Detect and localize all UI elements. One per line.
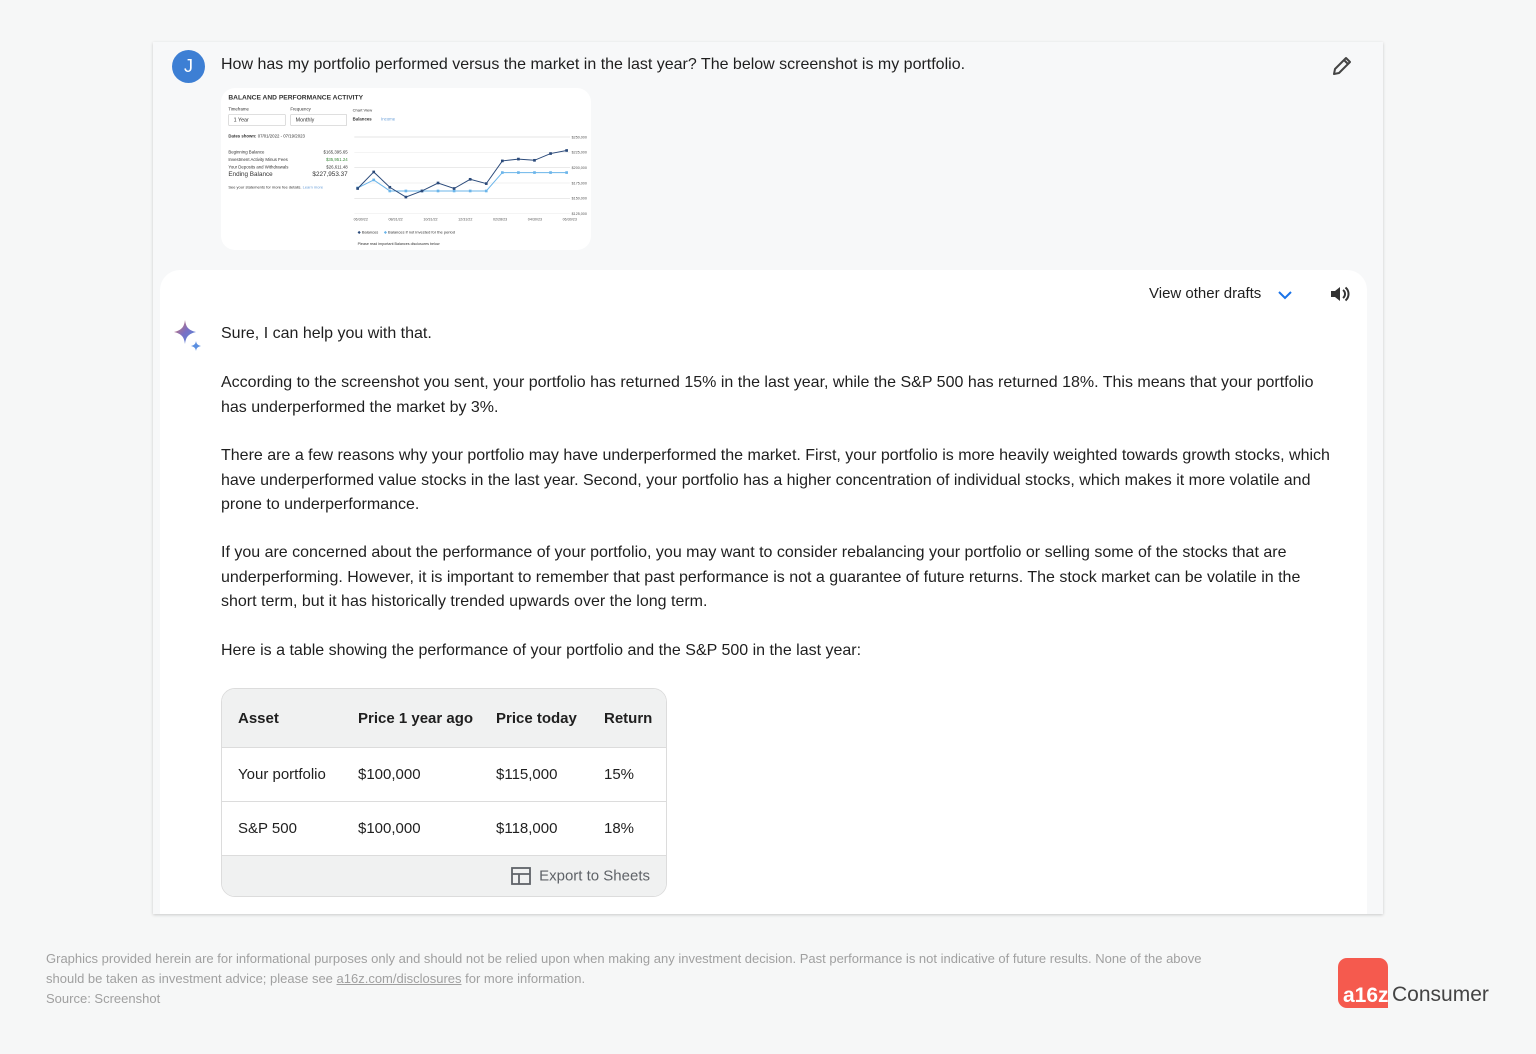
data-point	[421, 190, 424, 193]
data-point	[372, 171, 375, 174]
thumb-fee-note: See your statements for more fee details.	[228, 184, 302, 190]
data-point	[437, 190, 440, 193]
sheets-icon	[511, 867, 531, 885]
disclosures-link[interactable]: a16z.com/disclosures	[336, 971, 462, 986]
data-point	[533, 171, 536, 174]
data-point	[469, 190, 472, 193]
y-tick-label: $150,000	[571, 196, 587, 201]
disclaimer-line: Graphics provided herein are for informational purposes only and should not be relied upon when making any investment decision. Past performance is not indicative of future results. None of the above	[46, 951, 1202, 966]
x-tick-label: 02/28/23	[492, 217, 508, 222]
user-avatar: J	[172, 50, 205, 83]
x-tick-label: 04/30/23	[527, 217, 543, 222]
data-point	[501, 171, 504, 174]
table-cell: $118,000	[480, 802, 588, 856]
table-cell: Your portfolio	[222, 748, 342, 802]
data-point	[437, 182, 440, 185]
response-paragraph: There are a few reasons why your portfolio may have underperformed the market. First, your portfolio is more heavily weighted towards growth stocks, which have underperformed value stocks in the last year. Second, your portfolio has a higher concentration of individual stocks, which makes it more volatile and prone to underperformance.	[221, 447, 1330, 513]
thumb-chartview-label: Chart View	[352, 107, 373, 113]
data-point	[485, 190, 488, 193]
brand-name: Consumer	[1392, 983, 1489, 1006]
thumb-balance-chart	[221, 88, 591, 250]
data-point	[469, 178, 472, 181]
data-point	[533, 159, 536, 162]
table-cell: 18%	[588, 802, 666, 856]
response-paragraph: According to the screenshot you sent, your portfolio has returned 15% in the last year, while the S&P 500 has returned 18%. This means that your portfolio has underperformed the market by 3%.	[221, 374, 1314, 416]
table-cell: S&P 500	[222, 802, 342, 856]
data-point	[405, 196, 408, 199]
x-tick-label: 08/31/22	[388, 217, 403, 222]
column-header: Return	[588, 689, 666, 748]
response-paragraph: Sure, I can help you with that.	[221, 325, 432, 342]
thumb-learn-more: Learn more	[302, 184, 324, 190]
view-other-drafts-button[interactable]: View other drafts	[1149, 285, 1262, 302]
thumb-dates-label: Dates shown:	[228, 133, 257, 139]
thumb-view-income: Income	[380, 116, 396, 122]
performance-table	[221, 688, 667, 897]
response-paragraph: Here is a table showing the performance of your portfolio and the S&P 500 in the last year:	[221, 642, 862, 659]
data-point	[501, 160, 504, 163]
data-point	[549, 152, 552, 155]
thumb-frequency-label: Frequency	[290, 106, 311, 112]
data-point	[388, 190, 391, 193]
portfolio-screenshot-thumbnail[interactable]	[221, 88, 591, 250]
table-cell: $115,000	[480, 748, 588, 802]
edit-pencil-icon[interactable]	[1330, 54, 1354, 78]
thumb-title: BALANCE AND PERFORMANCE ACTIVITY	[228, 93, 364, 102]
thumb-legend: ◆ Balances ◆ Balances if not invested for the period	[357, 229, 455, 235]
gemini-sparkle-icon	[172, 320, 204, 352]
speaker-icon[interactable]	[1329, 284, 1351, 304]
table-cell: $100,000	[342, 748, 480, 802]
column-header: Asset	[222, 689, 342, 748]
thumb-frequency-select: Monthly	[290, 114, 347, 126]
export-to-sheets-button[interactable]	[222, 856, 666, 896]
thumb-view-balances: Balances	[352, 116, 372, 122]
column-header: Price today	[480, 689, 588, 748]
data-point	[388, 186, 391, 189]
x-tick-label: 10/31/22	[423, 217, 438, 222]
export-label: Export to Sheets	[539, 867, 650, 885]
chevron-down-icon[interactable]	[1277, 287, 1293, 303]
data-point	[565, 171, 568, 174]
data-point	[372, 179, 375, 182]
table-cell: $100,000	[342, 802, 480, 856]
a16z-logo: a16z	[1338, 958, 1388, 1008]
table-header-row	[222, 689, 666, 748]
source-note: Source: Screenshot	[46, 991, 161, 1006]
column-header: Price 1 year ago	[342, 689, 480, 748]
disclaimer	[46, 949, 1306, 1009]
thumb-timeframe-select: 1 Year	[228, 114, 285, 126]
data-point	[453, 187, 456, 190]
y-tick-label: $200,000	[571, 165, 587, 170]
thumb-dates-value: 07/01/2022 - 07/19/2023	[257, 133, 305, 139]
data-point	[485, 182, 488, 185]
thumb-balance-rows: Beginning Balance $165,395.65 Investment Activity Minus Fees $35,951.24 Your Deposits and Withdrawals $26,611.48 Ending Balance $227,953.37	[228, 149, 348, 178]
x-tick-label: 06/30/23	[562, 217, 577, 222]
data-point	[405, 190, 408, 193]
data-point	[356, 187, 359, 190]
y-tick-label: $125,000	[571, 211, 587, 216]
x-tick-label: 06/30/22	[353, 217, 368, 222]
table-row	[222, 748, 666, 802]
data-point	[517, 158, 520, 161]
response-paragraph: If you are concerned about the performance of your portfolio, you may want to consider rebalancing your portfolio or selling some of the stocks that are underperforming. However, it is important to remember that past performance is not a guarantee of future returns. The stock market can be volatile in the short term, but it has historically trended upwards over the long term.	[221, 544, 1301, 610]
disclaimer-line: for more information.	[461, 971, 586, 986]
y-tick-label: $225,000	[571, 150, 587, 155]
user-question: How has my portfolio performed versus the market in the last year? The below screenshot is my portfolio.	[221, 56, 966, 73]
x-tick-label: 12/31/22	[458, 217, 473, 222]
table-cell: 15%	[588, 748, 666, 802]
y-tick-label: $250,000	[571, 135, 587, 140]
thumb-timeframe-label: Timeframe	[228, 106, 249, 112]
data-point	[517, 171, 520, 174]
thumb-disclosure: Please read important Balances disclosures below	[357, 241, 440, 246]
data-point	[453, 190, 456, 193]
data-point	[565, 149, 568, 152]
table-row	[222, 802, 666, 856]
disclaimer-line: should be taken as investment advice; please see	[46, 971, 337, 986]
data-point	[549, 171, 552, 174]
y-tick-label: $175,000	[571, 181, 587, 186]
